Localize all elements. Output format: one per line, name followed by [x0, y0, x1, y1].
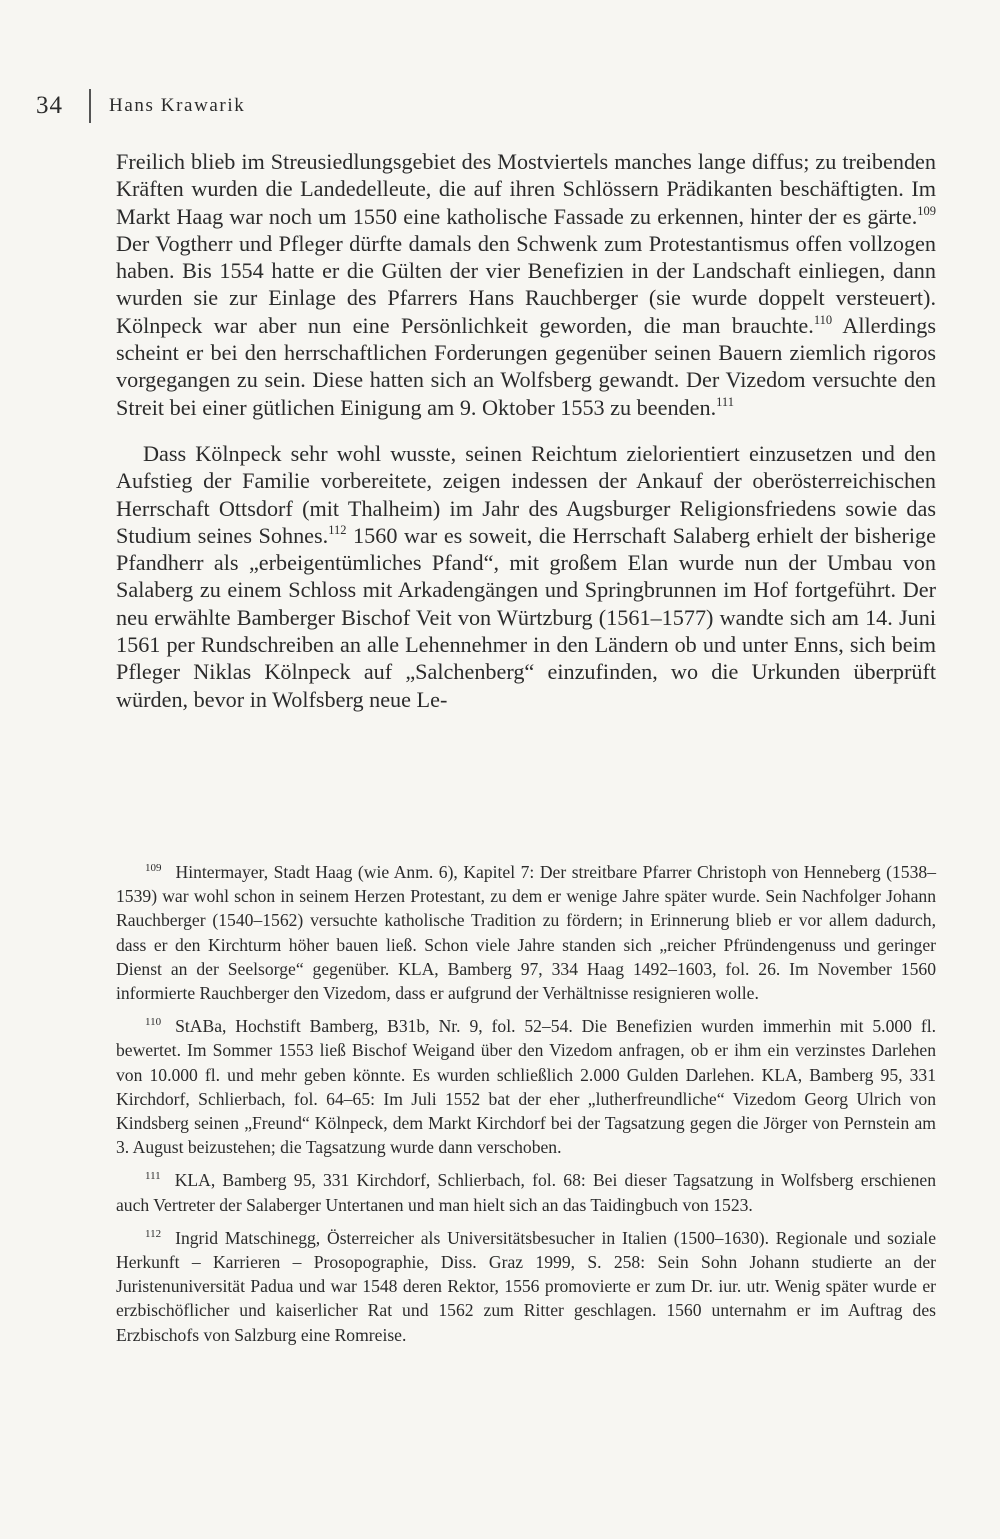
text-segment: Freilich blieb im Streusiedlungsgebiet des Mostviertels manches lange diffus; zu treibenden Kräften wurden die Landedelleute, die auf ihren Schlössern Prädikanten beschäftigten. Im Markt Haag war noch um 1550 eine katholische Fassade zu erkennen, hinter der es gärte. [116, 149, 936, 229]
page-number: 34 [36, 92, 63, 119]
footnote-text: StABa, Hochstift Bamberg, B31b, Nr. 9, fol. 52–54. Die Benefizien wurden immerhin mit 5.000 fl. bewertet. Im Sommer 1553 ließ Bischof Weigand über den Vizedom anfragen, ob er ihm ein verzinstes Darlehen von 10.000 fl. und mehr geben könnte. Es wurden schließlich 2.000 Gulden Darlehen. KLA, Bamberg 95, 331 Kirchdorf, Schlierbach, fol. 64–65: Im Juli 1552 bat der eher „lutherfreundliche“ Vizedom Georg Ulrich von Kindsberg seinen „Freund“ Kölnpeck, dem Markt Kirchdorf bei der Tagsatzung gegen die Jörger von Pernstein am 3. August beizustehen; die Tagsatzung wurde dann verschoben. [116, 1016, 936, 1158]
footnote [116, 1222, 936, 1347]
text-segment: Dass Kölnpeck sehr wohl wusste, seinen Reichtum zielorientiert einzusetzen und den Aufstieg der Familie vorbereitete, zeigen indessen der Ankauf der oberösterreichischen Herrschaft Ottsdorf (mit Thalheim) im Jahr des Augsburger Religionsfriedens sowie das Studium seines Sohnes. [116, 440, 936, 548]
footnote-reference: 111 [716, 394, 734, 409]
footnote-reference: 109 [917, 203, 936, 218]
text-segment: Der Vogtherr und Pfleger dürfte damals den Schwenk zum Protestantismus offen vollzogen haben. Bis 1554 hatte er die Gülten der vier Benefizien in der Landschaft einliegen, dann wurden sie zur Einlage des Pfarrers Hans Rauchberger (sie wurde doppelt versteuert). Kölnpeck war aber nun eine Persönlichkeit geworden, die man brauchte. [116, 230, 936, 338]
footnote [116, 1010, 936, 1159]
text-segment: Allerdings scheint er bei den herrschaftlichen Forderungen gegenüber seinen Bauern ziemlich rigoros vorgegangen zu sein. Diese hatten sich an Wolfsberg gewandt. Der Vizedom versuchte den Streit bei einer gütlichen Einigung am 9. Oktober 1553 zu beenden. [116, 312, 936, 420]
footnote-reference: 112 [328, 522, 347, 537]
footnote-reference: 110 [813, 312, 833, 327]
footnote [116, 856, 936, 1005]
paragraph [116, 148, 936, 421]
footnote-text: Ingrid Matschinegg, Österreicher als Universitätsbesucher in Italien (1500–1630). Regionale und soziale Herkunft – Karrieren – Prosopographie, Diss. Graz 1999, S. 258: Sein Sohn Johann studierte an der Juristenuniversität Padua und war 1548 deren Rektor, 1556 promovierte er zum Dr. iur. utr. Wenig später wurde er erzbischöflicher und kaiserlicher Rat und 1562 zum Ritter geschlagen. 1560 unternahm er im Auftrag des Erzbischofs von Salzburg eine Romreise. [116, 1227, 936, 1345]
footnote-number: 111 [145, 1170, 161, 1183]
running-header [36, 86, 245, 126]
main-text [116, 148, 936, 713]
footnote-number: 110 [145, 1016, 162, 1029]
header-divider [89, 89, 91, 123]
paragraph [116, 440, 936, 713]
footnote [116, 1164, 936, 1216]
footnote-number: 112 [145, 1227, 162, 1240]
running-head-author: Hans Krawarik [109, 95, 246, 116]
footnote-text: KLA, Bamberg 95, 331 Kirchdorf, Schlierbach, fol. 68: Bei dieser Tagsatzung in Wolfsberg erschienen auch Vertreter der Salaberger Untertanen und man hielt sich an das Taidingbuch von 1523. [116, 1170, 936, 1215]
footnotes [116, 856, 936, 1352]
footnote-text: Hintermayer, Stadt Haag (wie Anm. 6), Kapitel 7: Der streitbare Pfarrer Christoph von Henneberg (1538–1539) war wohl schon in seinem Herzen Protestant, zu dem er wenige Jahre später wurde. Sein Nachfolger Johann Rauchberger (1540–1562) versuchte katholische Tradition zu fördern; in Erinnerung blieb er vor allem dadurch, dass er den Kirchturm höher bauen ließ. Schon viele Jahre standen sich „reicher Pfründengenuss und geringer Dienst an der Seelsorge“ gegenüber. KLA, Bamberg 97, 334 Haag 1492–1603, fol. 26. Im November 1560 informierte Rauchberger den Vizedom, dass er aufgrund der Verhältnisse resignieren wolle. [116, 862, 936, 1004]
text-segment: 1560 war es soweit, die Herrschaft Salaberg erhielt der bisherige Pfandherr als „erbeigentümliches Pfand“, mit großem Elan wurde nun der Umbau von Salaberg zu einem Schloss mit Arkadengängen und Springbrunnen im Hof fortgeführt. Der neu erwählte Bamberger Bischof Veit von Würtzburg (1561–1577) wandte sich am 14. Juni 1561 per Rundschreiben an alle Lehennehmer in den Ländern ob und unter Enns, sich beim Pfleger Niklas Kölnpeck auf „Salchenberg“ einzufinden, wo die Urkunden überprüft würden, bevor in Wolfsberg neue Le- [116, 522, 936, 712]
footnote-number: 109 [145, 862, 162, 874]
